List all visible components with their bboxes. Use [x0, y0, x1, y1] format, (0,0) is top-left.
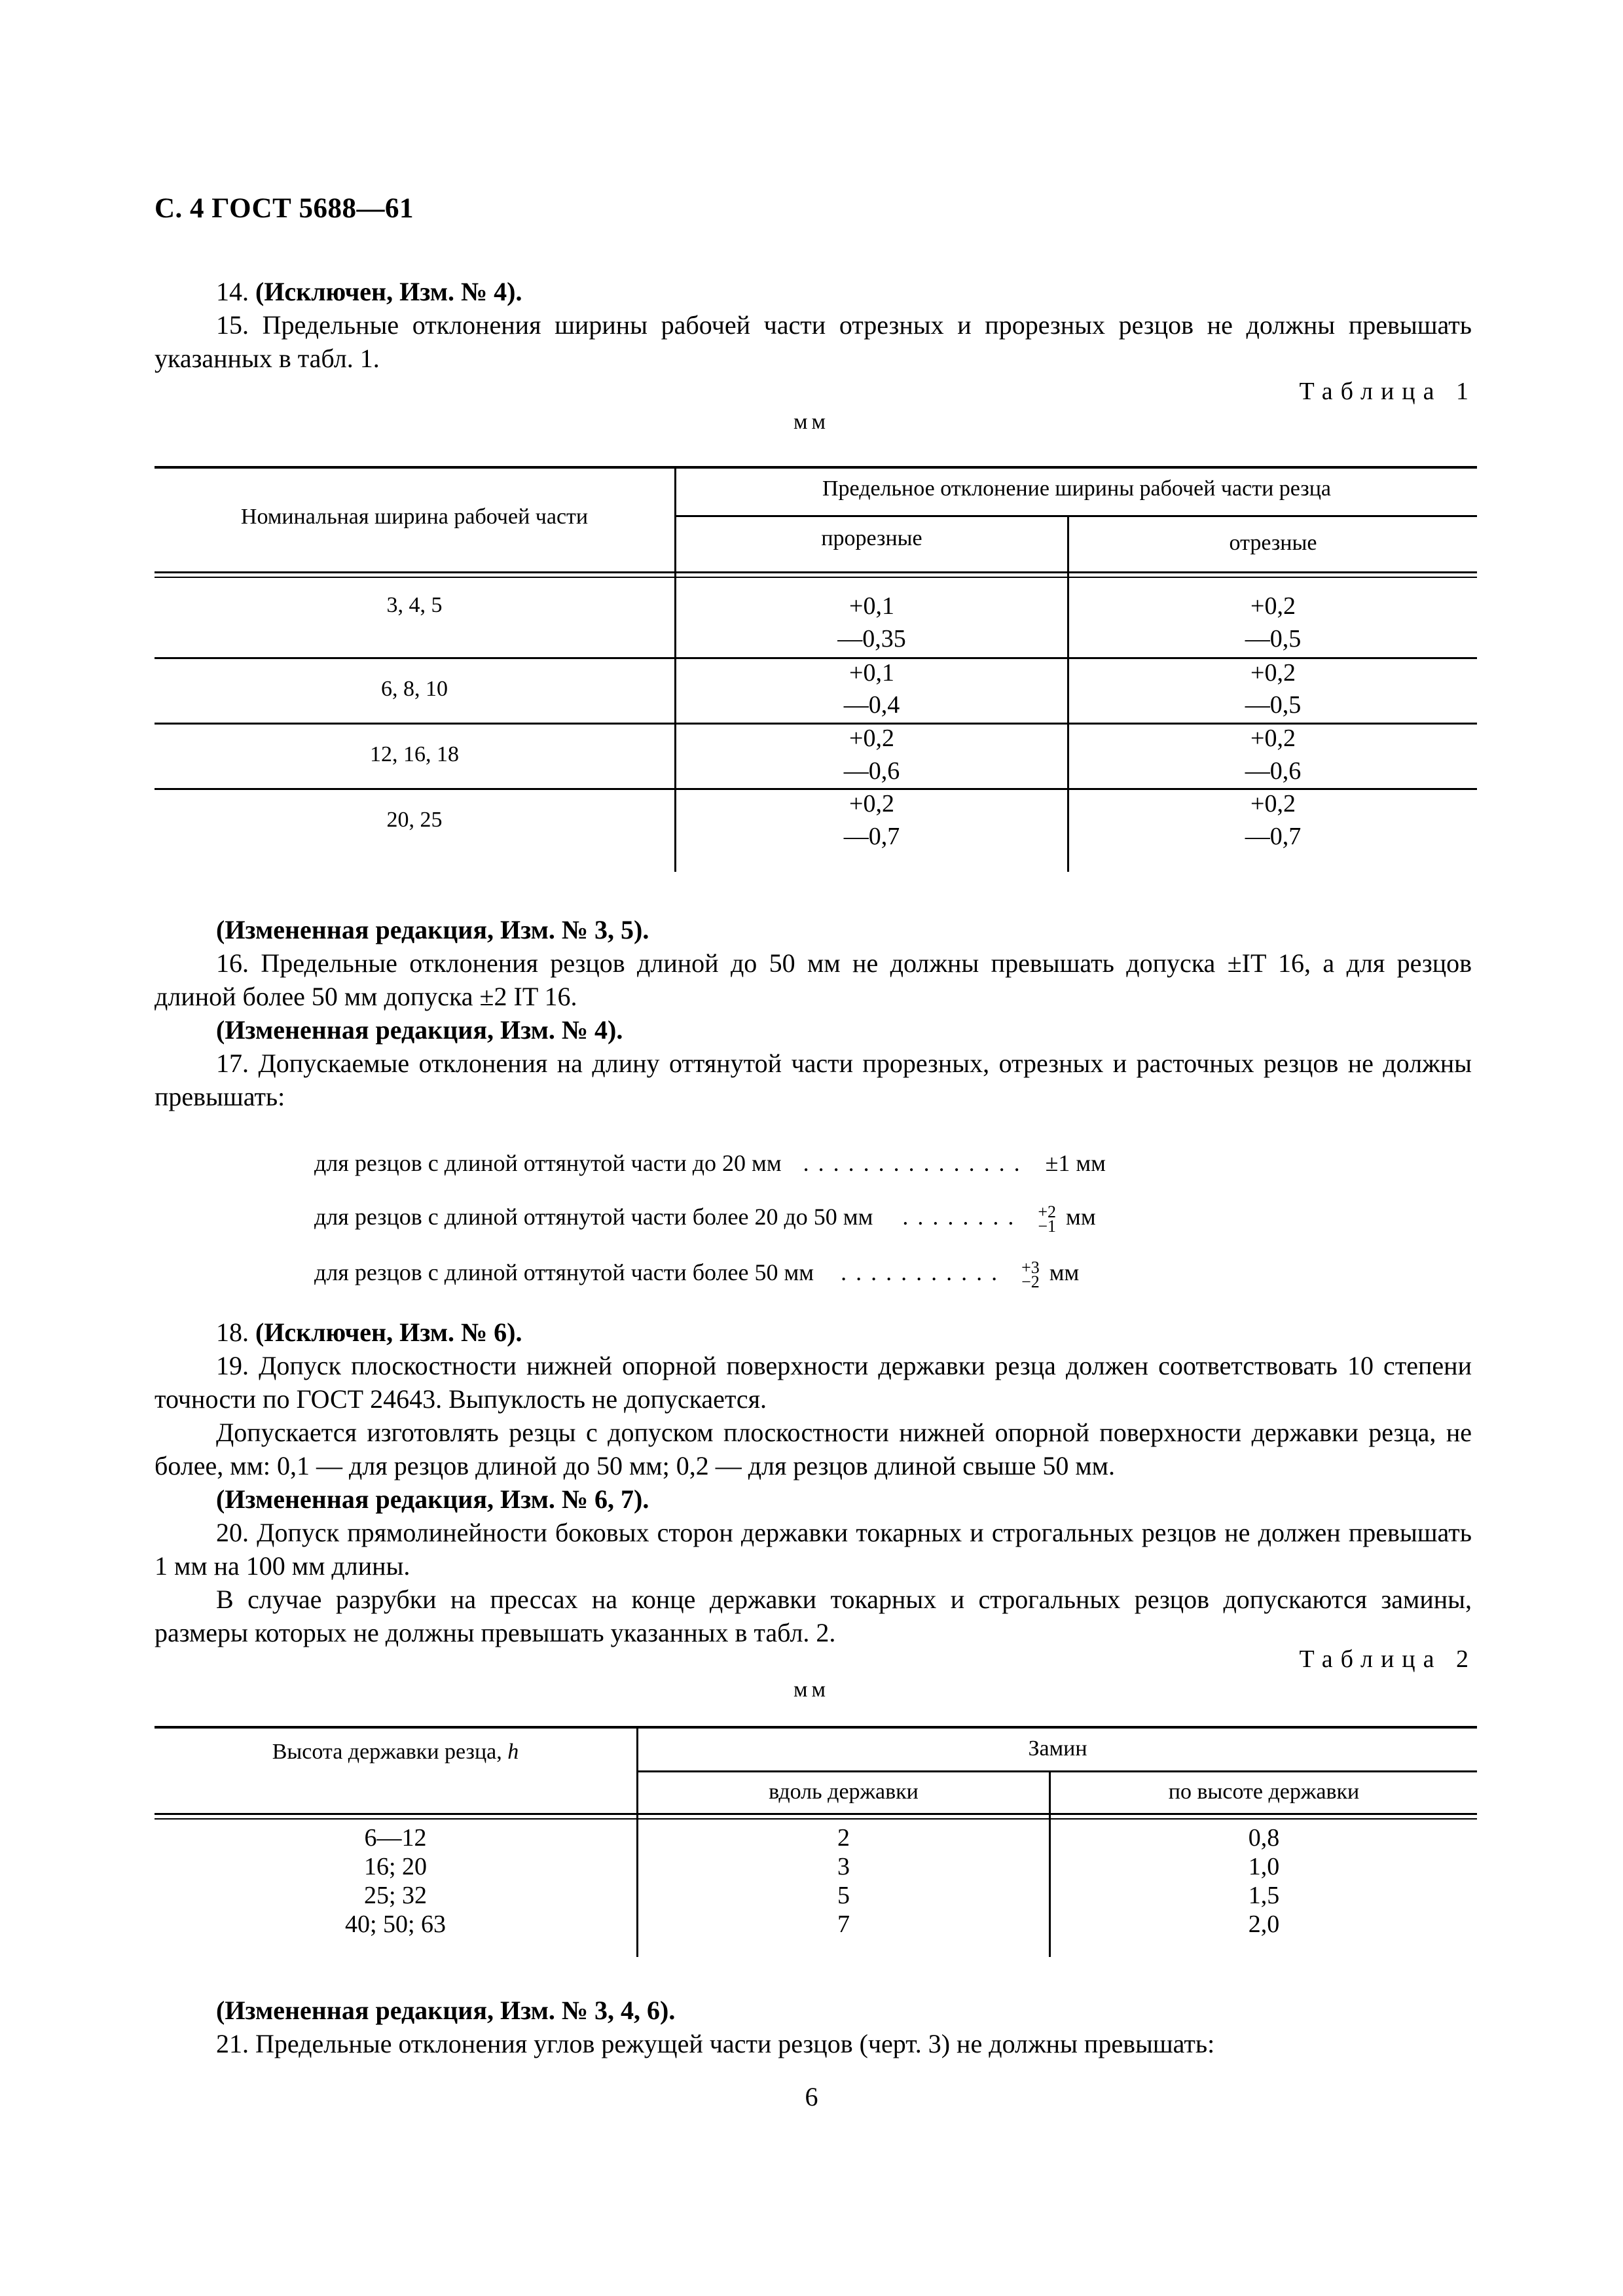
- table-1-row-1-width: 3, 4, 5: [386, 593, 443, 617]
- table-2-row-4-height: 40; 50; 63: [344, 1910, 447, 1938]
- tolerance-item-3-deviation: [1021, 1257, 1040, 1291]
- table-1-row-1-slot-lower: —0,35: [837, 625, 906, 653]
- table-1-sub-header-cutoff: отрезные: [1229, 531, 1317, 555]
- revision-note-1: (Измененная редакция, Изм. № 3, 5).: [216, 915, 649, 944]
- table-1-row-3-cut-upper: +0,2: [1250, 725, 1296, 752]
- tolerance-item-2-text: для резцов с длиной оттянутой части более 20 до 50 мм: [314, 1204, 873, 1230]
- table-1-row-2-width: 6, 8, 10: [381, 677, 448, 701]
- table-1-row-1-slot-upper: +0,1: [849, 592, 894, 620]
- tolerance-item-3: [314, 1256, 1079, 1289]
- paragraph-14-text: (Исключен, Изм. № 4).: [255, 277, 522, 306]
- table-2-row-3-along: 5: [837, 1882, 850, 1909]
- tolerance-item-1-value: ±1 мм: [1045, 1150, 1106, 1176]
- table-1-row-1-cut-lower: —0,5: [1245, 625, 1302, 653]
- table-2-col1-values: [155, 1823, 636, 1939]
- table-1-row-4-cut-lower: —0,7: [1245, 823, 1302, 850]
- tolerance-item-3-text: для резцов с длиной оттянутой части более 50 мм: [314, 1259, 814, 1285]
- paragraph-15: 15. Предельные отклонения ширины рабочей части отрезных и прорезных резцов не должны превышать указанных в табл. 1.: [155, 310, 1472, 373]
- tolerance-item-2-lower: −1: [1038, 1216, 1057, 1236]
- tolerance-item-2-leader: ........: [902, 1204, 1023, 1230]
- table-1-row-4-slot-upper: +0,2: [849, 790, 894, 817]
- tolerance-item-2-upper: +2: [1038, 1202, 1057, 1221]
- table-2-row-1-along: 2: [837, 1824, 850, 1852]
- paragraph-18-text: (Исключен, Изм. № 6).: [255, 1318, 522, 1347]
- table-2-row-2-along: 3: [837, 1853, 850, 1880]
- table-2-units: мм: [793, 1677, 830, 1702]
- table-1-row-4-width: 20, 25: [386, 808, 443, 832]
- table-1-col1-header: Номинальная ширина рабочей части: [240, 505, 589, 529]
- table-2-row-3-height: 25; 32: [363, 1882, 428, 1909]
- table-1-caption: Таблица 1: [1299, 378, 1476, 405]
- table-1-row-3-slot-lower: —0,6: [843, 757, 900, 785]
- page-header: С. 4 ГОСТ 5688—61: [155, 193, 414, 224]
- paragraph-20-continued: В случае разрубки на прессах на конце державки токарных и строгальных резцов допускаются замины, размеры которых не должны превышать указанных в табл. 2.: [155, 1585, 1472, 1647]
- paragraph-19: 19. Допуск плоскостности нижней опорной поверхности державки резца должен соответствовать 10 степени точности по ГОСТ 24643. Выпуклость не допускается.: [155, 1351, 1472, 1414]
- paragraph-16: 16. Предельные отклонения резцов длиной до 50 мм не должны превышать допуска ±IT 16, а для резцов длиной более 50 мм допуска ±2 IT 16.: [155, 948, 1472, 1011]
- table-1-row-1-cut-upper: +0,2: [1250, 592, 1296, 620]
- table-2-row-4-height-dent: 2,0: [1248, 1910, 1280, 1938]
- tolerance-item-3-upper: +3: [1021, 1257, 1040, 1277]
- table-2-col1-header: Высота державки резца, h: [272, 1740, 519, 1764]
- table-1-row-2-cut-upper: +0,2: [1250, 659, 1296, 687]
- table-2-row-1-height-dent: 0,8: [1248, 1824, 1280, 1852]
- table-1-units: мм: [793, 410, 830, 434]
- paragraph-18: [155, 1316, 1472, 1349]
- table-2-sub-header-along: вдоль державки: [769, 1780, 919, 1804]
- tolerance-item-2-deviation: [1038, 1202, 1057, 1236]
- tolerance-item-1-leader: ...............: [803, 1150, 1029, 1176]
- table-1-row-2-cut-lower: —0,5: [1245, 691, 1302, 719]
- table-1-row-3-width: 12, 16, 18: [370, 742, 459, 766]
- table-1-row-2-slot-upper: +0,1: [849, 659, 894, 687]
- table-1-row-3-cut-lower: —0,6: [1245, 757, 1302, 785]
- table-2-col2-values: [638, 1823, 1049, 1939]
- page-number: 6: [805, 2082, 818, 2111]
- tolerance-item-3-lower: −2: [1021, 1272, 1040, 1291]
- paragraph-21: 21. Предельные отклонения углов режущей части резцов (черт. 3) не должны превышать:: [216, 2029, 1215, 2058]
- revision-note-2: (Измененная редакция, Изм. № 4).: [216, 1015, 623, 1045]
- table-2-row-1-height: 6—12: [364, 1824, 427, 1852]
- table-2-sub-header-height: по высоте державки: [1168, 1780, 1360, 1804]
- tolerance-item-2-unit: мм: [1066, 1204, 1096, 1230]
- table-1-row-4-slot-lower: —0,7: [843, 823, 900, 850]
- tolerance-item-3-leader: ...........: [841, 1259, 1007, 1285]
- table-1-sub-header-slotting: прорезные: [821, 526, 922, 550]
- table-1-row-2-slot-lower: —0,4: [843, 691, 900, 719]
- table-1-row-3-slot-upper: +0,2: [849, 725, 894, 752]
- table-2-row-2-height-dent: 1,0: [1248, 1853, 1280, 1880]
- paragraph-18-number: 18.: [216, 1318, 249, 1347]
- paragraph-20: 20. Допуск прямолинейности боковых сторон державки токарных и строгальных резцов не должен превышать 1 мм на 100 мм длины.: [155, 1518, 1472, 1581]
- revision-note-4: (Измененная редакция, Изм. № 3, 4, 6).: [216, 1996, 676, 2025]
- table-2-row-2-height: 16; 20: [363, 1853, 428, 1880]
- table-2-row-4-along: 7: [837, 1910, 850, 1938]
- paragraph-14: [155, 275, 1472, 308]
- table-1-row-4-cut-upper: +0,2: [1250, 790, 1296, 817]
- table-2-row-3-height-dent: 1,5: [1248, 1882, 1280, 1909]
- table-2-group-header: Замин: [1028, 1736, 1087, 1761]
- tolerance-item-3-unit: мм: [1049, 1259, 1080, 1285]
- table-2-col3-values: [1051, 1823, 1477, 1939]
- tolerance-item-1: [314, 1147, 1106, 1179]
- paragraph-17: 17. Допускаемые отклонения на длину оттянутой части прорезных, отрезных и расточных резцов не должны превышать:: [155, 1049, 1472, 1111]
- revision-note-3: (Измененная редакция, Изм. № 6, 7).: [216, 1484, 649, 1514]
- table-1-group-header: Предельное отклонение ширины рабочей части резца: [822, 476, 1331, 501]
- tolerance-item-1-text: для резцов с длиной оттянутой части до 20 мм: [314, 1150, 782, 1176]
- paragraph-19-continued: Допускается изготовлять резцы с допуском плоскостности нижней опорной поверхности державки резца, не более, мм: 0,1 — для резцов длиной до 50 мм; 0,2 — для резцов длиной свыше 50 мм.: [155, 1418, 1472, 1480]
- table-2-caption: Таблица 2: [1299, 1645, 1476, 1673]
- paragraph-14-number: 14.: [216, 277, 249, 306]
- tolerance-item-2: [314, 1200, 1096, 1234]
